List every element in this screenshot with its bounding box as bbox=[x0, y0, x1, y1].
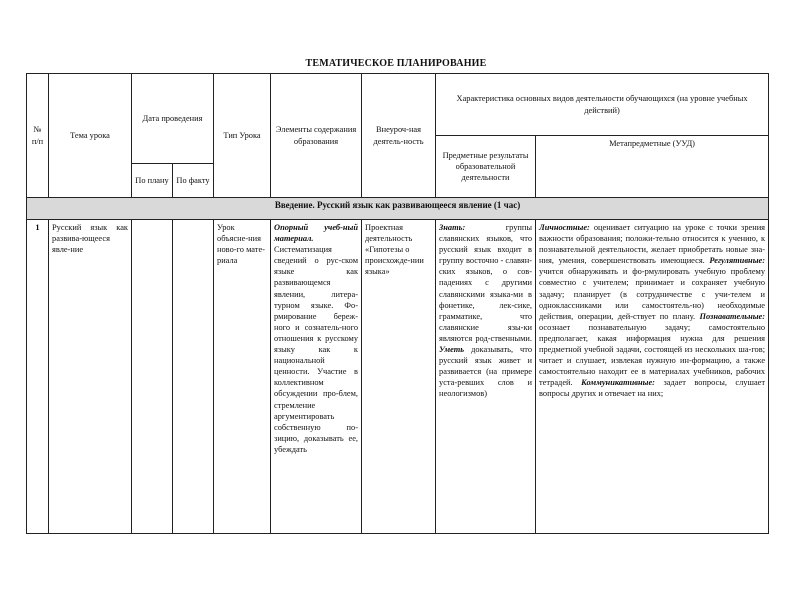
header-extracurricular: Внеуроч-ная деятель-ность bbox=[362, 74, 436, 198]
meta-personal-text: оценивает ситуацию на уроке с точки зрения важности образования; положи-тельно относится к учению, к познавательной деятельности, желает приобретать новые зна-ния, умения, совершенствовать имеющиеся. bbox=[539, 223, 766, 266]
subject-know-label: Знать: bbox=[439, 223, 466, 232]
section-title: Введение. Русский язык как развивающееся явление (1 час) bbox=[27, 198, 769, 220]
header-elements: Элементы содержания образования bbox=[271, 74, 362, 198]
lesson-date-plan bbox=[132, 220, 173, 534]
subject-know-text: группы славянских языков, что русский язык входит в группу восточно - славян-ских языков, о сов-падениях с другими славянскими языка-ми в фонетике, лек-сике, грамматике, что славянские язы-ки являются род-ственными. bbox=[439, 223, 533, 343]
header-subject-results: Предметные результаты образовательной деятельности bbox=[436, 136, 536, 198]
header-type: Тип Урока bbox=[214, 74, 271, 198]
lesson-topic: Русский язык как развива-ющееся явле-ние bbox=[49, 220, 132, 534]
elements-label: Опорный учеб-ный материал. bbox=[274, 223, 359, 244]
lesson-subject-results bbox=[436, 220, 536, 534]
lesson-elements bbox=[271, 220, 362, 534]
meta-personal-label: Личностные: bbox=[539, 223, 590, 232]
header-topic: Тема урока bbox=[49, 74, 132, 198]
lesson-num: 1 bbox=[27, 220, 49, 534]
meta-regulatory-label: Регулятивные: bbox=[709, 256, 766, 266]
meta-cognitive-label: Познавательные: bbox=[699, 311, 766, 321]
meta-regulatory-text: учится обнаруживать и фо-рмулировать учебную проблему совместно с учителем; принимает и сохраняет учебную задачу; планирует (в сотрудничестве с учи-телем и одноклассниками или самостоятель-но) необходимые действия, операции, дей-ствует по плану. bbox=[539, 267, 766, 321]
lesson-metasubject bbox=[536, 220, 769, 534]
meta-communicative-label: Коммуникативные: bbox=[581, 378, 655, 388]
subject-can-label: Уметь bbox=[439, 345, 465, 355]
planning-table bbox=[26, 73, 769, 534]
header-metasubject: Метапредметные (УУД) bbox=[536, 136, 769, 198]
header-date-plan: По плану bbox=[132, 164, 173, 198]
header-row-1 bbox=[27, 74, 769, 136]
section-row bbox=[27, 198, 769, 220]
lesson-extracurricular: Проектная деятельность «Гипотезы о происхожде-нии языка» bbox=[362, 220, 436, 534]
document-title: ТЕМАТИЧЕСКОЕ ПЛАНИРОВАНИЕ bbox=[305, 58, 487, 69]
meta-communicative-text: задает вопросы, слушает вопросы других и отвечает на них; bbox=[539, 378, 766, 399]
header-date: Дата проведения bbox=[132, 74, 214, 164]
header-num: № п/п bbox=[27, 74, 49, 198]
header-date-fact: По факту bbox=[173, 164, 214, 198]
meta-cognitive-text: осознает познавательную задачу; самостоятельно предполагает, какая информация нужна для решения предметной учебной задачи, состоящей из нескольких ша-гов; читает и слушает, извлекая нужную ин-формацию, а также самостоятельно находит ее в материалах учебников, рабочих тетрадей. bbox=[539, 322, 766, 388]
elements-text: Систематизация сведений о рус-ском языке как развивающемся явлении, литера-турном языке. Фо-рмирование береж-ного и сознатель-ного отношения к русскому языку как к национальной ценности. Участие в коллективном обсуждении про-блем, стремление аргументировать собственную по-зицию, доказывать ее, убеждать bbox=[274, 245, 359, 454]
lesson-row bbox=[27, 220, 769, 534]
lesson-date-fact bbox=[173, 220, 214, 534]
lesson-type: Урок объясне-ния ново-го мате-риала bbox=[214, 220, 271, 534]
subject-can-text: доказывать, что русский язык живет и развивается (на примере уста-ревших слов и неологизмов) bbox=[439, 345, 533, 399]
header-characteristics: Характеристика основных видов деятельности обучающихся (на уровне учебных действий) bbox=[436, 74, 769, 136]
